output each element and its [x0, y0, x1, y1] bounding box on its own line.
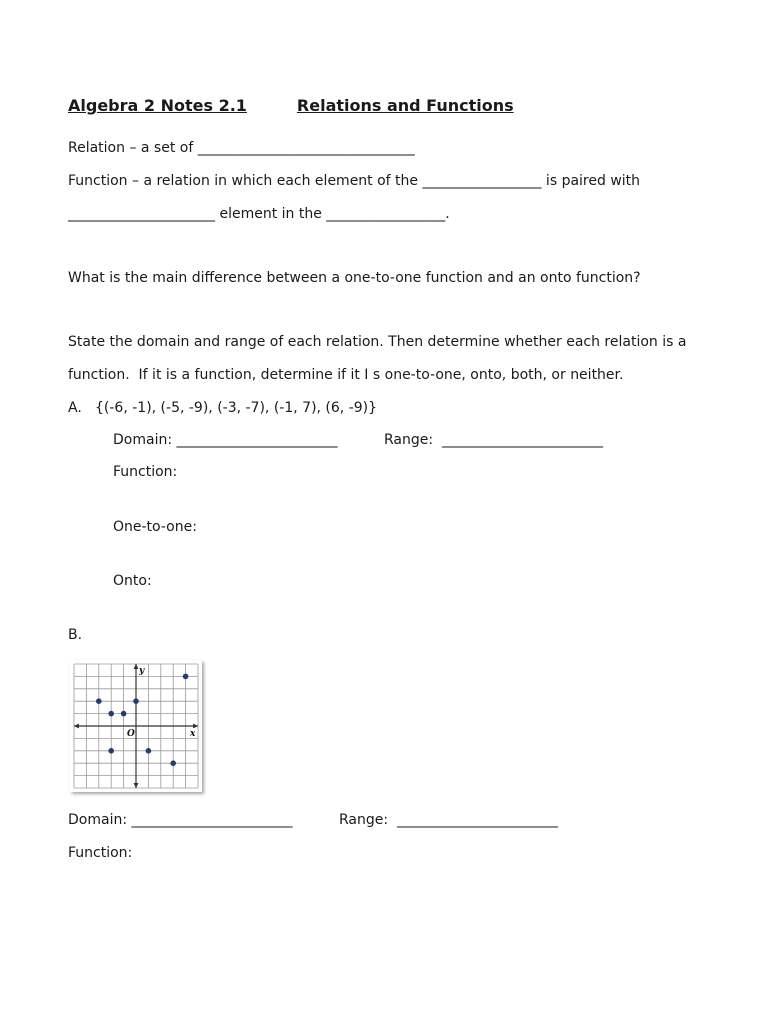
data-point: [108, 711, 114, 717]
y-axis-arrow-down: [134, 783, 139, 788]
function-definition-line1: Function – a relation in which each element of the _________________ is paired with: [68, 173, 641, 189]
title-left: Algebra 2 Notes 2.1: [68, 96, 247, 115]
data-point: [146, 748, 152, 754]
problem-a-onto: Onto:: [113, 573, 152, 589]
x-axis-label: x: [190, 729, 196, 739]
problem-a-range: Range: _______________________: [384, 432, 603, 448]
y-axis-arrow: [134, 664, 139, 669]
relation-definition: Relation – a set of _______________________________: [68, 140, 415, 156]
data-point: [96, 698, 102, 704]
x-axis-arrow: [193, 724, 198, 729]
graph-svg: [70, 660, 202, 792]
problem-a-one-to-one: One-to-one:: [113, 519, 197, 535]
relation-graph: [70, 660, 202, 792]
origin-label: O: [127, 729, 135, 739]
data-point: [121, 711, 127, 717]
problem-b-range: Range: _______________________: [339, 812, 558, 828]
page-title: [68, 97, 514, 115]
problem-a-function: Function:: [113, 464, 178, 480]
problem-b-label: B.: [68, 627, 83, 643]
instructions-line1: State the domain and range of each relation. Then determine whether each relation is a: [68, 334, 687, 350]
title-right: Relations and Functions: [296, 96, 514, 115]
difference-question: What is the main difference between a one-to-one function and an onto function?: [68, 270, 641, 286]
problem-b-function: Function:: [68, 845, 133, 861]
data-point: [108, 748, 114, 754]
x-axis-arrow-left: [74, 724, 79, 729]
instructions-line2: function. If it is a function, determine if it I s one-to-one, onto, both, or neither.: [68, 367, 624, 383]
y-axis-label: y: [139, 666, 145, 676]
data-point: [133, 698, 139, 704]
problem-a-set: {(-6, -1), (-5, -9), (-3, -7), (-1, 7), (6, -9)}: [95, 400, 378, 416]
problem-b-domain: Domain: _______________________: [68, 812, 293, 828]
problem-a-domain: Domain: _______________________: [113, 432, 338, 448]
function-definition-line2: _____________________ element in the _________________.: [68, 206, 450, 222]
problem-a-label: A.: [68, 400, 82, 416]
data-point: [170, 760, 176, 766]
data-point: [183, 674, 189, 680]
